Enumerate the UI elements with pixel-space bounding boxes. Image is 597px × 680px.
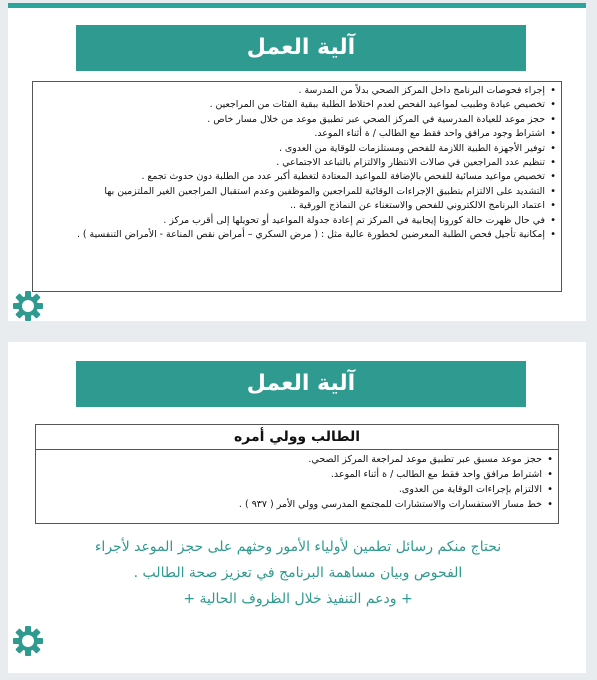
list-item: • حجز موعد مسبق عبر تطبيق موعد لمراجعة المركز الصحي. [44, 452, 542, 467]
procedures-list [33, 82, 561, 242]
list-item: • إجراء فحوصات البرنامج داخل المركز الصحي بدلاً من المدرسة . [41, 84, 545, 98]
slide-2-title: آلية العمل [76, 361, 526, 407]
student-guardian-box [35, 424, 559, 524]
slide-1 [8, 3, 586, 321]
list-item: • اشتراط مرافق واحد فقط مع الطالب / ة أثناء الموعد. [44, 467, 542, 482]
list-item: • التشديد على الالتزام بتطبيق الإجراءات الوقائية للمراجعين والموظفين وعدم استقبال المراجعين الغير الملتزمين بها [41, 185, 545, 199]
slide-1-title: آلية العمل [76, 25, 526, 71]
gear-icon [11, 289, 45, 323]
message-line: الفحوص وبيان مساهمة البرنامج في تعزيز صحة الطالب . [133, 565, 463, 581]
slide-2 [8, 342, 586, 673]
list-item: • خط مسار الاستفسارات والاستشارات للمجتمع المدرسي وولي الأمر ( ٩٣٧ ) . [44, 497, 542, 512]
list-item: • تنظيم عدد المراجعين في صالات الانتظار والالتزام بالتباعد الاجتماعي . [41, 156, 545, 170]
list-item: • اشتراط وجود مرافق واحد فقط مع الطالب / ة أثناء الموعد. [41, 127, 545, 141]
list-item: • تخصيص عيادة وطبيب لمواعيد الفحص لعدم اختلاط الطلبة ببقية الفئات من المراجعين . [41, 98, 545, 112]
message-line: + ودعم التنفيذ خلال الظروف الحالية + [183, 591, 413, 607]
box-header: الطالب وولي أمره [36, 425, 558, 450]
list-item: • تخصيص مواعيد مسائية للفحص بالإضافة للمواعيد المعتادة لتغطية أكبر عدد من الطلبة دون حدوث تجمع . [41, 170, 545, 184]
list-item: • الالتزام بإجراءات الوقاية من العدوى. [44, 482, 542, 497]
list-item: • إمكانية تأجيل فحص الطلبة المعرضين لخطورة عالية مثل : ( مرض السكري – أمراض نقص المناعة - الأمراض التنفسية ) . [41, 228, 545, 242]
appeal-message [38, 534, 558, 612]
slide-top-accent [8, 3, 586, 8]
list-item: • توفير الأجهزة الطبية اللازمة للفحص ومستلزمات للوقاية من العدوى . [41, 142, 545, 156]
list-item: • حجز موعد للعيادة المدرسية في المركز الصحي عبر تطبيق موعد من خلال مسار خاص . [41, 113, 545, 127]
procedures-box [32, 81, 562, 292]
list-item: • في حال ظهرت حالة كورونا إيجابية في المركز تم إعادة جدولة المواعيد أو تحويلها إلى أقرب مركز . [41, 214, 545, 228]
list-item: • اعتماد البرنامج الالكتروني للفحص والاستغناء عن النماذج الورقية .. [41, 199, 545, 213]
guardian-list [36, 450, 558, 512]
message-line: نحتاج منكم رسائل تطمين لأولياء الأمور وحثهم على حجز الموعد لأجراء [94, 539, 502, 555]
gear-icon [11, 624, 45, 658]
